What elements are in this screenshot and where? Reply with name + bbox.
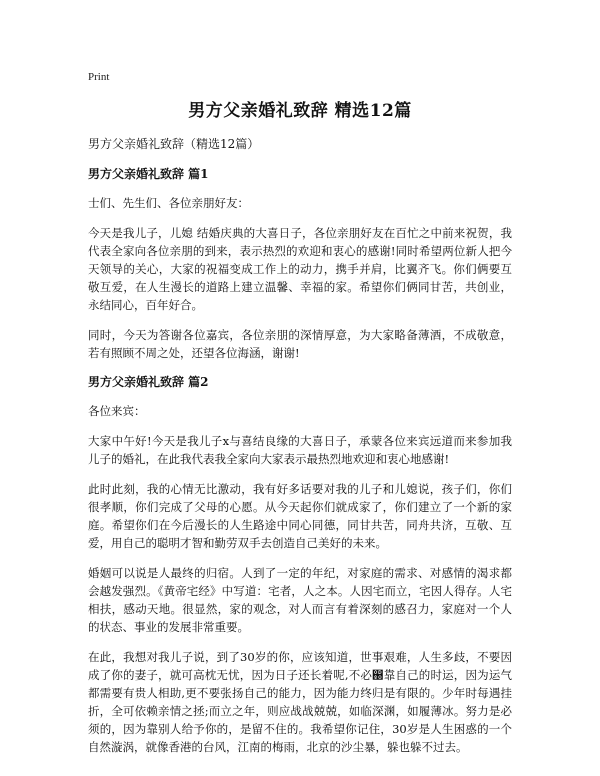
section-heading: 男方父亲婚礼致辞 篇2 [88, 375, 209, 389]
section-heading: 男方父亲婚礼致辞 篇1 [88, 167, 209, 181]
document-subtitle: 男方父亲婚礼致辞（精选12篇） [88, 137, 260, 151]
section-1 [88, 166, 512, 362]
paragraph: 各位来宾： [88, 404, 146, 418]
paragraph: 同时，今天为答谢各位嘉宾，各位亲朋的深情厚意，为大家略备薄酒，不成敬意，若有照顾不周之处，还望各位海涵，谢谢! [88, 328, 512, 360]
paragraph: 士们、先生们、各位亲朋好友： [88, 196, 249, 210]
print-label: Print [88, 71, 110, 83]
paragraph: 大家中午好!今天是我儿子x与喜结良缘的大喜日子，承蒙各位来宾远道而来参加我儿子的婚礼，在此我代表我全家向大家表示最热烈地欢迎和衷心地感谢! [88, 434, 512, 466]
paragraph: 婚姻可以说是人最终的归宿。人到了一定的年纪，对家庭的需求、对感情的渴求都会越发强烈。《黄帝宅经》中写道：宅者，人之本。人因宅而立，宅因人得存。人宅相扶，感动天地。很显然，家的观念，对人而言有着深刻的感召力，家庭对一个人的状态、事业的发展非常重要。 [88, 566, 512, 634]
paragraph: 此时此刻，我的心情无比激动，我有好多话要对我的儿子和儿媳说，孩子们，你们很孝顺，你们完成了父母的心愿。从今天起你们就成家了，你们建立了一个新的家庭。希望你们在今后漫长的人生路途中同心同德，同甘共苦，同舟共济，互敬、互爱，用自己的聪明才智和勤劳双手去创造自己美好的未来。 [88, 482, 512, 550]
paragraph: 今天是我儿子，儿媳 结婚庆典的大喜日子，各位亲朋好友在百忙之中前来祝贺，我代表全家向各位亲朋的到来，表示热烈的欢迎和衷心的感谢!同时希望两位新人把今天领导的关心，大家的祝福变成工作上的动力，携手并肩，比翼齐飞。你们俩要互敬互爱，在人生漫长的道路上建立温馨、幸福的家。希望你们俩同甘苦，共创业，永结同心，百年好合。 [88, 226, 512, 312]
document-title: 男方父亲婚礼致辞 精选12篇 [188, 101, 412, 121]
paragraph: 在此，我想对我儿子说，到了30岁的你，应该知道，世事艰难，人生多歧，不要因成了你的妻子，就可高枕无忧，因为日子还长着呢,不必඀靠自己的时运，因为运气都需要有贵人相助,更不要张扬自己的能力，因为能力终归是有限的。少年时每遇挂折，全可依赖亲情之拯;而立之年，则应战战兢兢，如临深渊，如履薄冰。努力是必须的，因为靠别人给予你的，是留不住的。我希望你记住，30岁是人生困惑的一个自然漩涡，就像香港的台风，江南的梅雨，北京的沙尘暴，躲也躲不过去。 [88, 650, 512, 754]
section-2 [88, 374, 512, 756]
